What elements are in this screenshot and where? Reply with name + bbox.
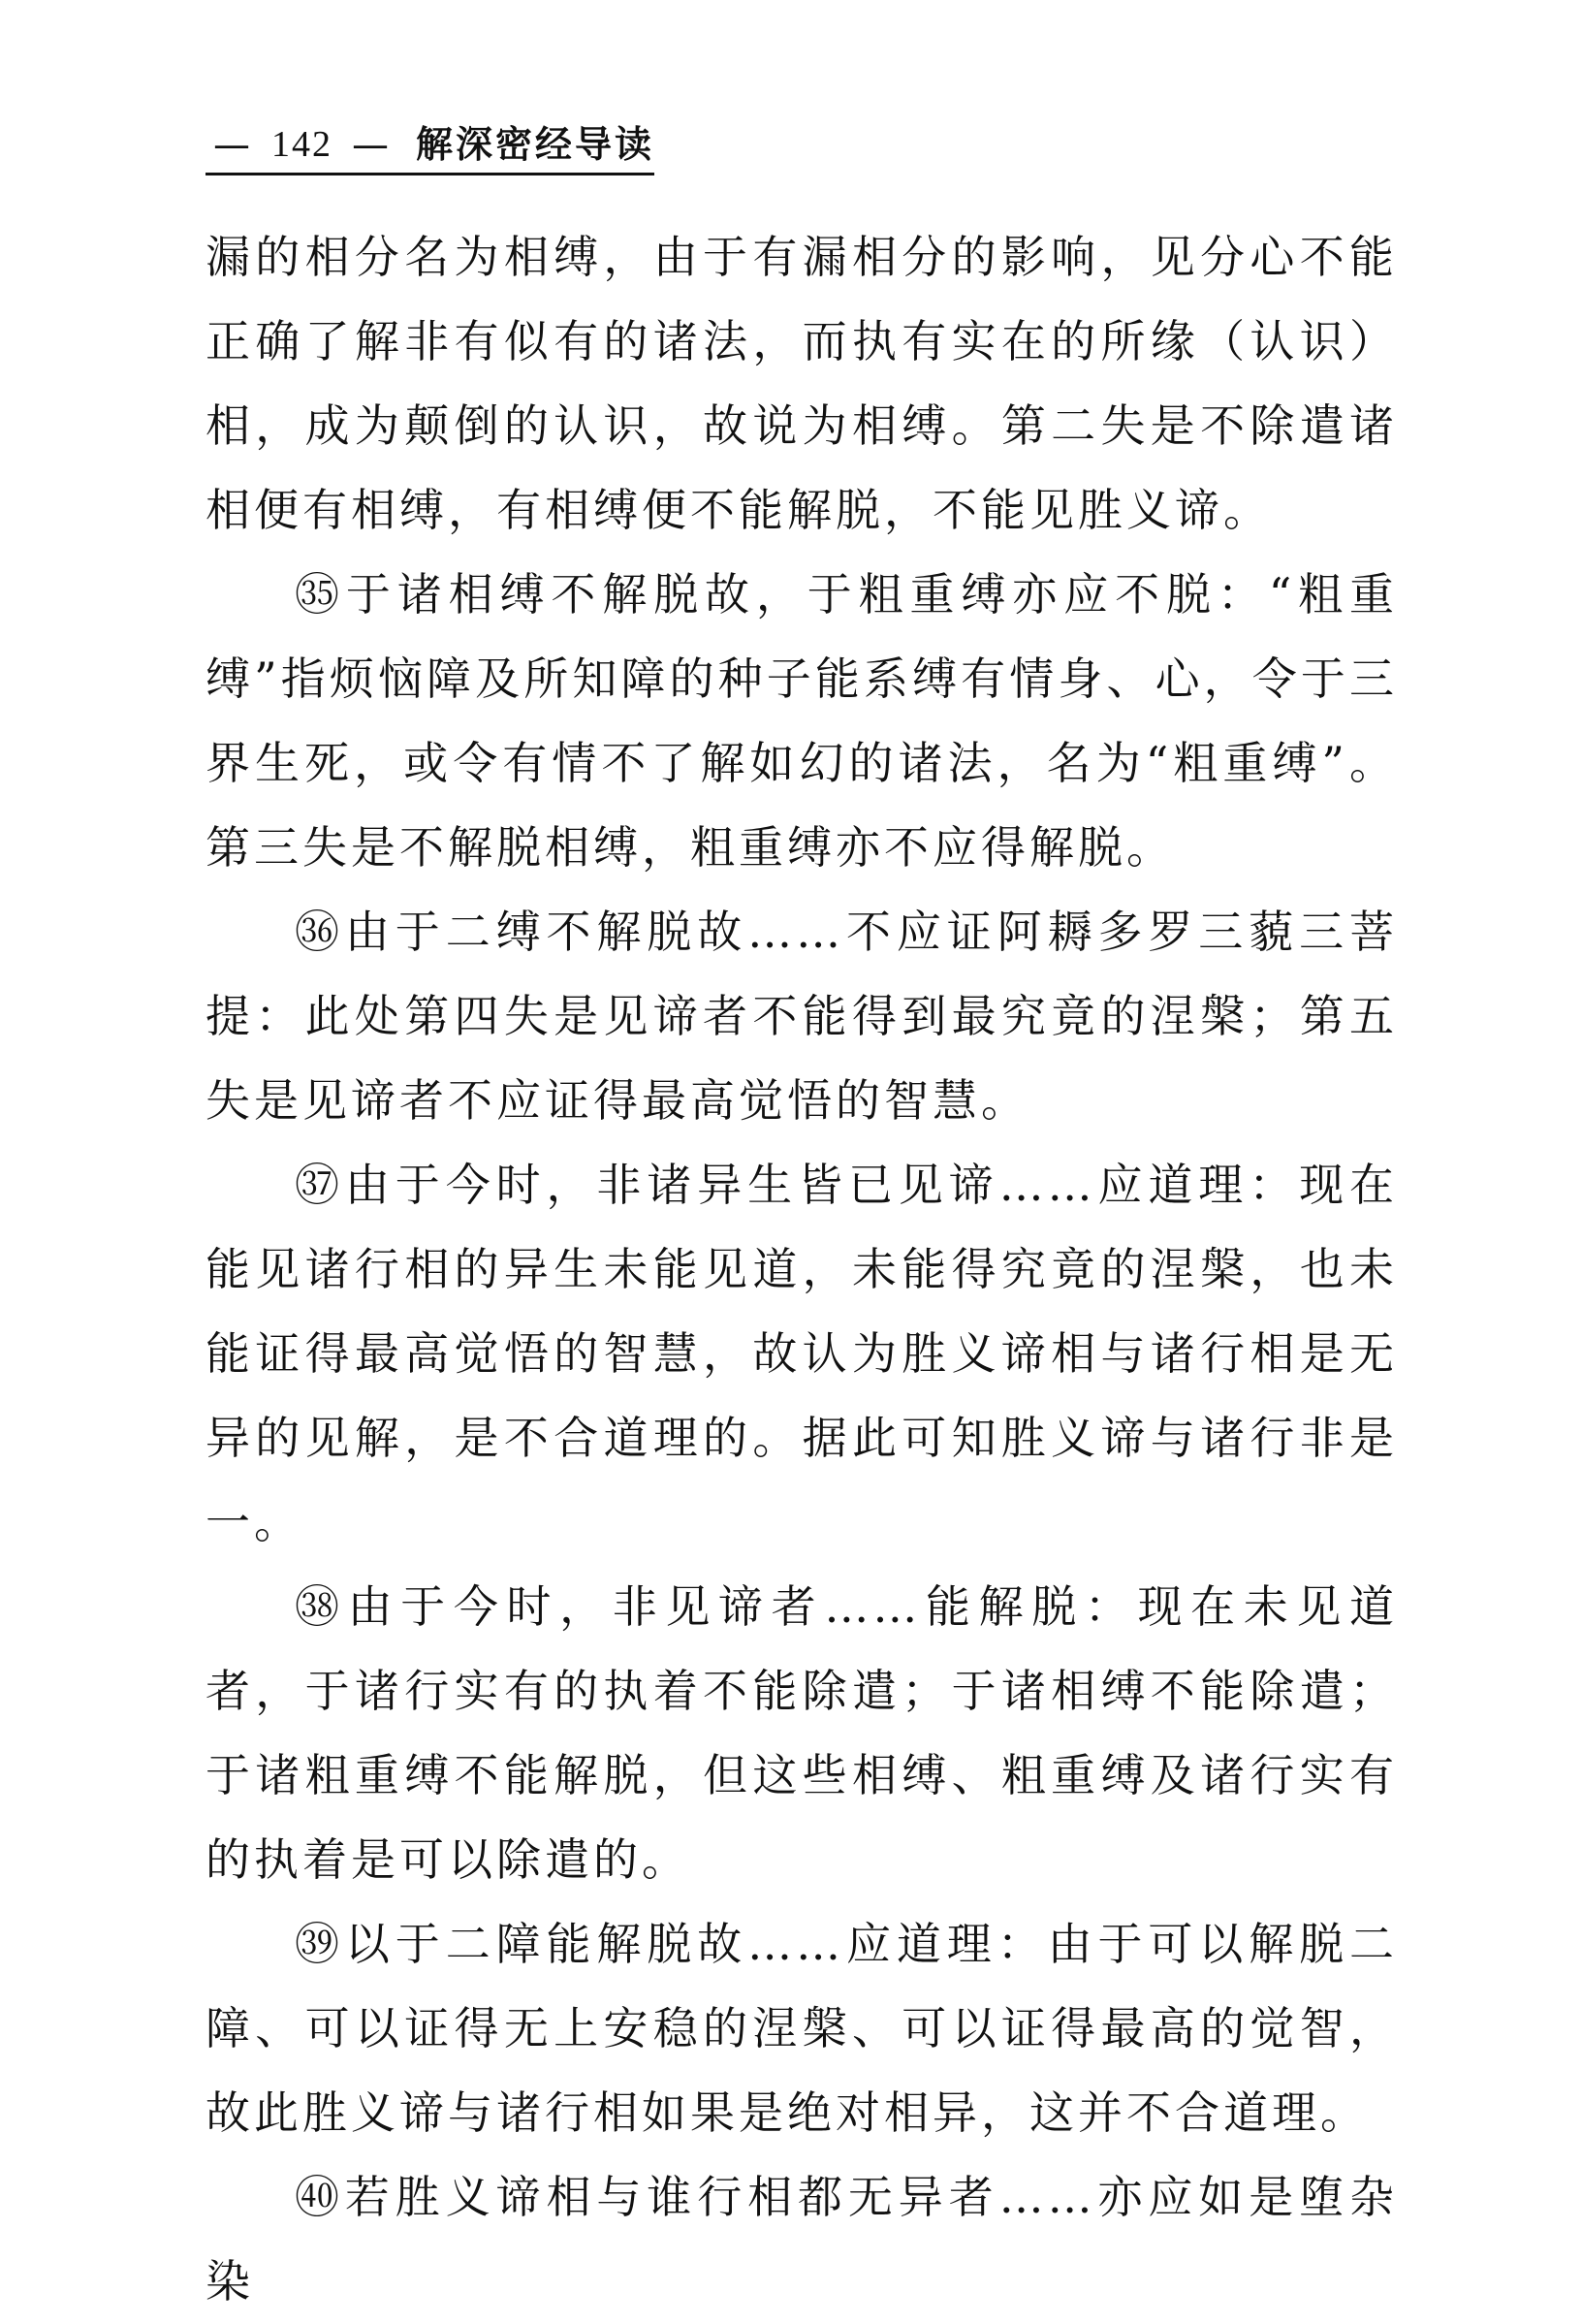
- header-dash-left: —: [213, 123, 252, 166]
- paragraph-note-87: ㊳由于今时，非见谛者……能解脱：现在未见道者，于诸行实有的执着不能除遣；于诸相缚不能除遣；于诸粗重缚不能解脱，但这些相缚、粗重缚及诸行实有的执着是可以除遣的。: [206, 1580, 1398, 1886]
- body-text: [206, 215, 1398, 2324]
- paragraph-note-85: ㊱由于二缚不解脱故……不应证阿耨多罗三藐三菩提：此处第四失是见谛者不能得到最究竟的涅槃；第五失是见谛者不应证得最高觉悟的智慧。: [206, 906, 1398, 1127]
- paragraph-note-88: ㊴以于二障能解脱故……应道理：由于可以解脱二障、可以证得无上安稳的涅槃、可以证得最高的觉智，故此胜义谛与诸行相如果是绝对相异，这并不合道理。: [206, 1918, 1398, 2139]
- book-title: 解深密经导读: [416, 122, 655, 166]
- page-number: 142: [271, 124, 332, 165]
- running-header: [206, 114, 654, 175]
- paragraph-note-86: ㊲由于今时，非诸异生皆已见谛……应道理：现在能见诸行相的异生未能见道，未能得究竟的涅槃，也未能证得最高觉悟的智慧，故认为胜义谛相与诸行相是无异的见解，是不合道理的。据此可知胜义谛与诸行非是一。: [206, 1159, 1398, 1548]
- header-dash-right: —: [352, 123, 391, 166]
- paragraph-continuation: 漏的相分名为相缚，由于有漏相分的影响，见分心不能正确了解非有似有的诸法，而执有实在的所缘（认识）相，成为颠倒的认识，故说为相缚。第二失是不除遣诸相便有相缚，有相缚便不能解脱，不能见胜义谛。: [206, 231, 1398, 536]
- paragraph-note-84: ㉟于诸相缚不解脱故，于粗重缚亦应不脱：“粗重缚”指烦恼障及所知障的种子能系缚有情身、心，令于三界生死，或令有情不了解如幻的诸法，名为“粗重缚”。第三失是不解脱相缚，粗重缚亦不应得解脱。: [206, 568, 1398, 874]
- paragraph-note-89: ㊵若胜义谛相与谁行相都无异者……亦应如是堕杂染: [206, 2171, 1398, 2308]
